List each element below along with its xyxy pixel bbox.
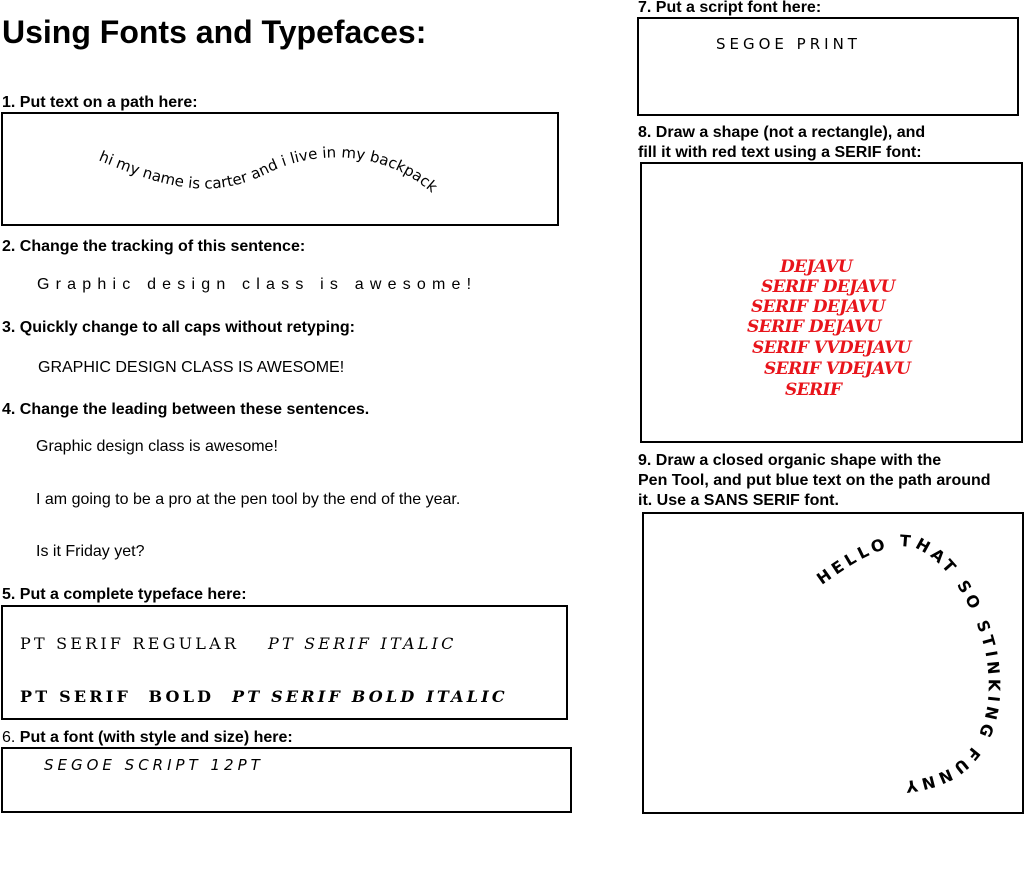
red-text-line-1: DEJAVU xyxy=(780,257,853,277)
red-text-line-3: SERIF DEJAVU xyxy=(751,297,885,317)
section-3-caps-text: GRAPHIC DESIGN CLASS IS AWESOME! xyxy=(38,359,345,376)
section-3-heading: 3. Quickly change to all caps without retyping: xyxy=(2,319,355,336)
section-6-number: 6. xyxy=(2,729,16,746)
section-7-heading: 7. Put a script font here: xyxy=(638,0,822,16)
red-text-line-5: SERIF VVDEJAVU xyxy=(752,338,911,358)
red-text-line-4: SERIF DEJAVU xyxy=(747,317,881,337)
typeface-italic: PT SERIF ITALIC xyxy=(268,634,457,653)
red-text-line-7: SERIF xyxy=(785,380,842,400)
typeface-bold-italic: PT SERIF BOLD ITALIC xyxy=(232,687,508,706)
section-2-heading: 2. Change the tracking of this sentence: xyxy=(2,238,306,255)
section-7-script-text: SEGOE PRINT xyxy=(716,35,861,53)
typeface-bold: PT SERIF BOLD xyxy=(20,687,215,706)
section-5-heading: 5. Put a complete typeface here: xyxy=(2,586,247,603)
section-4-line-2: I am going to be a pro at the pen tool by the end of the year. xyxy=(36,491,461,508)
section-1-path-text: hi my name is carter and i live in my backpack xyxy=(96,143,442,197)
red-text-line-2: SERIF DEJAVU xyxy=(761,277,895,297)
red-text-line-6: SERIF VDEJAVU xyxy=(764,359,911,379)
section-4-line-3: Is it Friday yet? xyxy=(36,543,145,560)
section-9-heading-line-2: Pen Tool, and put blue text on the path around xyxy=(638,472,991,489)
section-6-heading-text: Put a font (with style and size) here: xyxy=(15,729,293,746)
page-title: Using Fonts and Typefaces: xyxy=(2,14,427,50)
section-8-heading-line-1: 8. Draw a shape (not a rectangle), and xyxy=(638,124,926,141)
section-4-heading: 4. Change the leading between these sentences. xyxy=(2,401,370,418)
section-4-line-1: Graphic design class is awesome! xyxy=(36,438,278,455)
section-8-heading-line-2: fill it with red text using a SERIF font: xyxy=(638,144,922,161)
section-9-heading-line-3: it. Use a SANS SERIF font. xyxy=(638,492,839,509)
section-1-heading: 1. Put text on a path here: xyxy=(2,94,198,111)
section-9-heading-line-1: 9. Draw a closed organic shape with the xyxy=(638,452,942,469)
section-2-tracked-text: Graphic design class is awesome! xyxy=(37,276,478,293)
section-6-font-text: SEGOE SCRIPT 12PT xyxy=(44,756,264,774)
typeface-regular: PT SERIF REGULAR xyxy=(20,634,240,653)
section-9-path-text: HELLO THAT SO STINKING FUNNY xyxy=(813,531,1004,797)
